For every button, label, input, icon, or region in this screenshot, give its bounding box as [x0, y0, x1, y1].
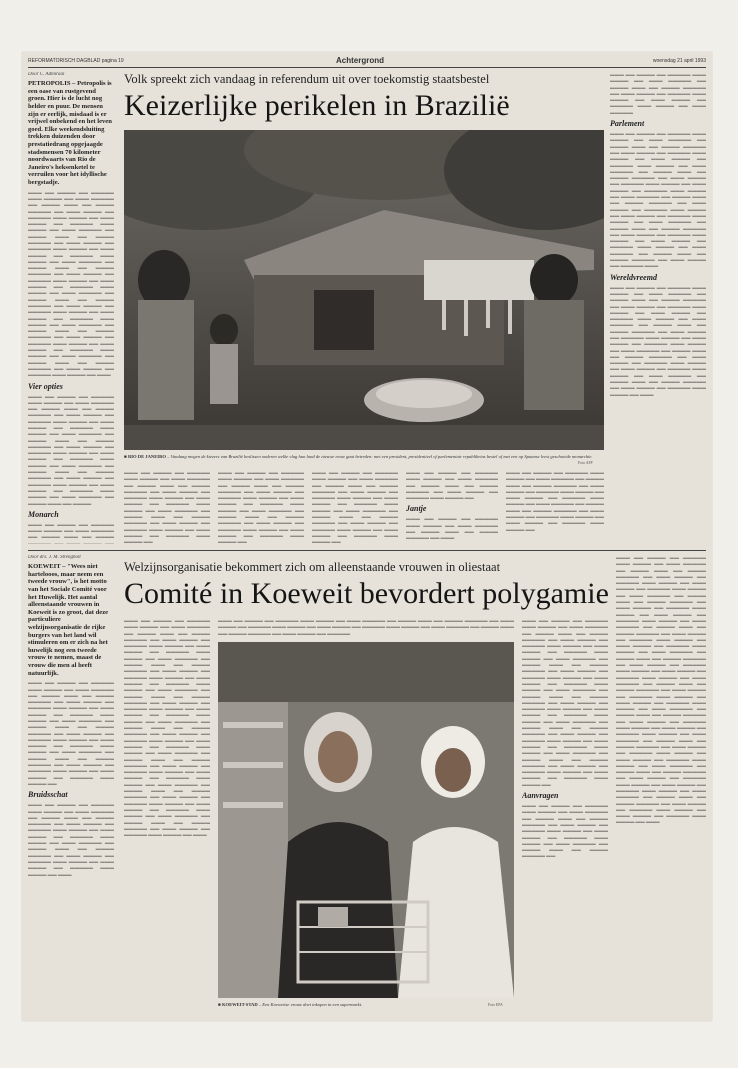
section-title: Achtergrond [336, 56, 384, 65]
article1-headline: Keizerlijke perikelen in Brazilië [124, 89, 510, 122]
subhead-parlement: Parlement [610, 119, 645, 129]
article2-body-col-1 [124, 618, 210, 1013]
article2-photo [218, 642, 514, 998]
article1-lead: PETROPOLIS – Petropolis is een oase van rustgevend groen. Hier is de lucht nog helder en puur. De mensen zijn er eerlijk, misdaad is er vrijwel onbekend en het leven goed. Elke weekendsluiting trekken duizenden door prestatiedrang opgejaagde stadsmensen 70 kilometer noordwaarts van Rio de Janeiro's heksenketel te verruilen voor het idyllische bergstadje. [28, 80, 112, 187]
body-text-fill: ▬▬▬ ▬▬ ▬▬▬▬ ▬▬ ▬▬▬▬▬ ▬▬▬ ▬▬▬▬ ▬▬ ▬▬▬ ▬▬▬▬▬ ▬▬ ▬▬▬▬ ▬▬▬ ▬▬ ▬▬▬▬ ▬▬▬▬▬ ▬▬ ▬▬▬ ▬▬▬▬ ▬▬ ▬▬▬▬▬ ▬▬▬ ▬▬▬▬ ▬▬ ▬▬▬ ▬▬▬▬ ▬▬ ▬▬▬▬▬ ▬▬▬ ▬▬▬▬ ▬▬ ▬▬▬ ▬▬▬▬▬ ▬▬ ▬▬▬▬ ▬▬▬ ▬▬ ▬▬▬▬ ▬▬▬▬▬ ▬▬ ▬▬▬ ▬▬▬▬ ▬▬ ▬▬▬▬▬ ▬▬▬ ▬▬▬▬ ▬▬ ▬▬▬ ▬▬▬▬ ▬▬ ▬▬▬▬▬ ▬▬▬ ▬▬▬▬ ▬▬ ▬▬▬ [28, 802, 114, 877]
page-header [28, 56, 706, 66]
article1-body-col-3 [312, 470, 398, 546]
article1-photo [124, 130, 604, 450]
body-text-fill: ▬▬▬ ▬▬ ▬▬▬▬ ▬▬ ▬▬▬▬▬ ▬▬▬ ▬▬▬▬ ▬▬ ▬▬▬ ▬▬▬▬▬ ▬▬ ▬▬▬▬ ▬▬▬ ▬▬ ▬▬▬▬ ▬▬▬▬▬ ▬▬ ▬▬▬ ▬▬▬▬ ▬▬ ▬▬▬▬▬ ▬▬▬ ▬▬▬▬ ▬▬ ▬▬▬ ▬▬▬▬ ▬▬ ▬▬▬▬▬ ▬▬▬ ▬▬▬▬ ▬▬ ▬▬▬ ▬▬▬▬▬ ▬▬ ▬▬▬▬ ▬▬▬ ▬▬ ▬▬▬▬ ▬▬▬▬▬ ▬▬ ▬▬▬ ▬▬▬▬ ▬▬ ▬▬▬▬▬ ▬▬▬ ▬▬▬▬ ▬▬ ▬▬▬ ▬▬▬▬ ▬▬ ▬▬▬▬▬ ▬▬▬ ▬▬▬▬ ▬▬ ▬▬▬ ▬▬▬▬▬ ▬▬ ▬▬▬▬ ▬▬▬ ▬▬ ▬▬▬▬ ▬▬▬▬▬ ▬▬ ▬▬▬ ▬▬▬▬ ▬▬ ▬▬▬▬▬ ▬▬▬ ▬▬▬▬ ▬▬ ▬▬▬ ▬▬▬▬ ▬▬ ▬▬▬▬▬ ▬▬▬ ▬▬▬▬ ▬▬ ▬▬▬ ▬▬▬▬▬ ▬▬ ▬▬▬▬ ▬▬▬ ▬▬ ▬▬▬▬ ▬▬▬▬▬ ▬▬ ▬▬▬ ▬▬▬▬ ▬▬ ▬▬▬▬▬ ▬▬▬ ▬▬▬▬ ▬▬ ▬▬▬ ▬▬▬▬ ▬▬ ▬▬▬▬▬ ▬▬▬ ▬▬▬▬ ▬▬ ▬▬▬ ▬▬▬▬▬ ▬▬ ▬▬▬▬ ▬▬▬ ▬▬ ▬▬▬▬ ▬▬▬▬▬ ▬▬ ▬▬▬ ▬▬▬▬ ▬▬ ▬▬▬▬▬ ▬▬▬ ▬▬▬▬ ▬▬ ▬▬▬ ▬▬▬▬ ▬▬ ▬▬▬▬▬ ▬▬▬ ▬▬▬▬ ▬▬ [522, 618, 608, 787]
favela-market-image [124, 130, 604, 450]
article2-body-col-6 [616, 555, 706, 1015]
header-rule [28, 67, 706, 68]
subhead-wereldvreemd: Wereldvreemd [610, 272, 657, 282]
article1-kicker: Volk spreekt zich vandaag in referendum uit over toekomstig staatsbestel [124, 72, 490, 86]
body-text-fill: ▬▬▬ ▬▬ ▬▬▬▬ ▬▬ ▬▬▬▬▬ ▬▬▬ ▬▬▬▬ ▬▬ ▬▬▬ ▬▬▬▬▬ ▬▬ ▬▬▬▬ ▬▬▬ ▬▬ ▬▬▬▬ ▬▬▬▬▬ ▬▬ ▬▬▬ ▬▬▬▬ ▬▬ ▬▬▬▬▬ ▬▬▬ ▬▬▬▬ ▬▬ ▬▬▬ ▬▬▬▬ ▬▬ ▬▬▬▬▬ ▬▬▬ ▬▬▬▬ ▬▬ ▬▬▬ ▬▬▬▬▬ ▬▬ ▬▬▬▬ ▬▬▬ ▬▬ ▬▬▬▬ ▬▬▬▬▬ ▬▬ ▬▬▬ ▬▬▬▬ ▬▬ ▬▬▬▬▬ ▬▬▬ ▬▬▬▬ ▬▬ ▬▬▬ ▬▬▬▬ ▬▬ ▬▬▬▬▬ ▬▬▬ ▬▬▬▬ ▬▬ [506, 470, 604, 532]
issue-date: woensdag 21 april 1993 [652, 58, 706, 64]
article1-byline: Door C. Admiraal [28, 72, 65, 77]
body-text-fill: ▬▬▬ ▬▬ ▬▬▬▬ ▬▬ ▬▬▬▬▬ ▬▬▬ ▬▬▬▬ ▬▬ ▬▬▬ ▬▬▬▬▬ ▬▬ ▬▬▬▬ ▬▬▬ ▬▬ ▬▬▬▬ ▬▬▬▬▬ ▬▬ ▬▬▬ ▬▬▬▬ ▬▬ ▬▬▬▬▬ ▬▬▬ ▬▬▬▬ ▬▬ ▬▬▬ ▬▬▬▬ ▬▬ ▬▬▬▬▬ ▬▬▬ ▬▬▬▬ ▬▬ ▬▬▬ ▬▬▬▬▬ [610, 72, 706, 115]
article2-body-col-5 [522, 618, 608, 1013]
subhead-aanvragen: Aanvragen [522, 791, 559, 801]
subhead-jantje: Jantje [406, 504, 427, 514]
body-text-fill: ▬▬▬ ▬▬ ▬▬▬▬ ▬▬ ▬▬▬▬▬ ▬▬▬ ▬▬▬▬ ▬▬ ▬▬▬ ▬▬▬▬▬ ▬▬ ▬▬▬▬ ▬▬▬ ▬▬ ▬▬▬▬ ▬▬▬▬▬ ▬▬ ▬▬▬ ▬▬▬▬ ▬▬ ▬▬▬▬▬ ▬▬▬ ▬▬▬▬ ▬▬ ▬▬▬ ▬▬▬▬ ▬▬ ▬▬▬▬▬ ▬▬▬ ▬▬▬▬ ▬▬ ▬▬▬ ▬▬▬▬▬ ▬▬ ▬▬▬▬ ▬▬▬ ▬▬ ▬▬▬▬ ▬▬▬▬▬ ▬▬ ▬▬▬ ▬▬▬▬ ▬▬ ▬▬▬▬▬ ▬▬▬ ▬▬▬▬ ▬▬ ▬▬▬ ▬▬▬▬ ▬▬ ▬▬▬▬▬ ▬▬▬ ▬▬▬▬ ▬▬ [218, 470, 304, 545]
subhead-bruidsschat: Bruidsschat [28, 790, 68, 800]
body-text-fill: ▬▬▬ ▬▬ ▬▬▬▬ ▬▬ ▬▬▬▬▬ ▬▬▬ ▬▬▬▬ ▬▬ ▬▬▬ ▬▬▬▬▬ ▬▬ ▬▬▬▬ ▬▬▬ ▬▬ ▬▬▬▬ ▬▬▬▬▬ ▬▬ ▬▬▬ ▬▬▬▬ ▬▬ [28, 521, 114, 544]
body-text-fill: ▬▬▬ ▬▬ ▬▬▬▬ ▬▬ ▬▬▬▬▬ ▬▬▬ ▬▬▬▬ ▬▬ ▬▬▬ ▬▬▬▬▬ ▬▬ ▬▬▬▬ ▬▬▬ ▬▬ ▬▬▬▬ ▬▬▬▬▬ ▬▬ ▬▬▬ ▬▬▬▬ ▬▬ ▬▬▬▬▬ ▬▬▬ ▬▬▬▬ ▬▬ ▬▬▬ ▬▬▬▬ ▬▬ ▬▬▬▬▬ ▬▬▬ ▬▬▬▬ ▬▬ ▬▬▬ ▬▬▬▬▬ ▬▬ ▬▬▬▬ ▬▬▬ ▬▬ ▬▬▬▬ ▬▬▬▬▬ ▬▬ ▬▬▬ ▬▬▬▬ ▬▬ ▬▬▬▬▬ ▬▬▬ ▬▬▬▬ ▬▬ ▬▬▬ ▬▬▬▬ ▬▬ ▬▬▬▬▬ ▬▬▬ ▬▬▬▬ ▬▬ [312, 470, 398, 545]
body-text-fill: ▬▬▬ ▬▬ ▬▬▬▬ ▬▬ ▬▬▬▬▬ ▬▬▬ ▬▬▬▬ ▬▬ ▬▬▬ ▬▬▬▬▬ ▬▬ ▬▬▬▬ ▬▬▬ ▬▬ ▬▬▬▬ ▬▬▬▬▬ ▬▬ ▬▬▬ ▬▬▬▬ ▬▬ ▬▬▬▬▬ ▬▬▬ ▬▬▬▬ ▬▬ ▬▬▬ ▬▬▬▬ ▬▬ ▬▬▬▬▬ ▬▬▬ ▬▬▬▬ ▬▬ ▬▬▬ ▬▬▬▬▬ ▬▬ ▬▬▬▬ ▬▬▬ ▬▬ ▬▬▬▬ ▬▬▬▬▬ ▬▬ ▬▬▬ ▬▬▬▬ ▬▬ ▬▬▬▬▬ ▬▬▬ ▬▬▬▬ ▬▬ ▬▬▬ ▬▬▬▬ ▬▬ ▬▬▬▬▬ ▬▬▬ ▬▬▬▬ ▬▬ ▬▬▬ ▬▬▬▬▬ ▬▬ ▬▬▬▬ ▬▬▬ ▬▬ ▬▬▬▬ ▬▬▬▬▬ ▬▬ ▬▬▬ ▬▬▬▬ ▬▬ ▬▬▬▬▬ ▬▬▬ ▬▬▬▬ ▬▬ ▬▬▬ ▬▬▬▬ ▬▬ ▬▬▬▬▬ ▬▬▬ ▬▬▬▬ ▬▬ [28, 680, 114, 786]
body-text-fill: ▬▬▬ ▬▬ ▬▬▬▬ ▬▬ ▬▬▬▬▬ ▬▬▬ ▬▬▬▬ ▬▬ ▬▬▬ ▬▬▬▬▬ ▬▬ ▬▬▬▬ ▬▬▬ ▬▬ ▬▬▬▬ ▬▬▬▬▬ ▬▬ ▬▬▬ ▬▬▬▬ ▬▬ ▬▬▬▬▬ ▬▬▬ ▬▬▬▬ ▬▬ ▬▬▬ ▬▬▬▬ ▬▬ ▬▬▬▬▬ ▬▬▬ ▬▬▬▬ ▬▬ ▬▬▬ ▬▬▬▬▬ ▬▬ ▬▬▬▬ ▬▬▬ ▬▬ ▬▬▬▬ ▬▬▬▬▬ ▬▬ ▬▬▬ ▬▬▬▬ ▬▬ ▬▬▬▬▬ ▬▬▬ ▬▬▬▬ ▬▬ ▬▬▬ ▬▬▬▬ ▬▬ ▬▬▬▬▬ ▬▬▬ ▬▬▬▬ ▬▬ ▬▬▬ ▬▬▬▬▬ ▬▬ ▬▬▬▬ ▬▬▬ ▬▬ ▬▬▬▬ ▬▬▬▬▬ ▬▬ ▬▬▬ ▬▬▬▬ ▬▬ ▬▬▬▬▬ ▬▬▬ ▬▬▬▬ ▬▬ ▬▬▬ ▬▬▬▬ ▬▬ ▬▬▬▬▬ ▬▬▬ ▬▬▬▬ ▬▬ ▬▬▬ ▬▬▬▬▬ ▬▬ ▬▬▬▬ ▬▬▬ ▬▬ ▬▬▬▬ ▬▬▬▬▬ ▬▬ ▬▬▬ ▬▬▬▬ ▬▬ ▬▬▬▬▬ ▬▬▬ ▬▬▬▬ ▬▬ ▬▬▬ [610, 284, 706, 397]
article1-body-col-2 [218, 470, 304, 546]
article1-photo-credit: Foto AFP [578, 461, 593, 465]
body-text-fill: ▬▬▬ ▬▬ ▬▬▬▬ ▬▬ ▬▬▬▬▬ ▬▬▬ ▬▬▬▬ ▬▬ ▬▬▬ ▬▬▬▬▬ ▬▬ ▬▬▬▬ ▬▬▬ ▬▬ ▬▬▬▬ ▬▬▬▬▬ ▬▬ ▬▬▬ ▬▬▬▬ ▬▬ ▬▬▬▬▬ ▬▬▬ ▬▬▬▬ ▬▬ ▬▬▬ ▬▬▬▬ ▬▬ ▬▬▬▬▬ ▬▬▬ ▬▬▬▬ ▬▬ ▬▬▬ ▬▬▬▬▬ ▬▬ ▬▬▬▬ ▬▬▬ ▬▬ ▬▬▬▬ ▬▬▬▬▬ ▬▬ ▬▬▬ ▬▬▬▬ ▬▬ ▬▬▬▬▬ ▬▬▬ ▬▬▬▬ ▬▬ ▬▬▬ ▬▬▬▬ ▬▬ ▬▬▬▬▬ ▬▬▬ ▬▬▬▬ ▬▬ ▬▬▬ ▬▬▬▬▬ ▬▬ ▬▬▬▬ ▬▬▬ ▬▬ ▬▬▬▬ ▬▬▬▬▬ ▬▬ ▬▬▬ ▬▬▬▬ ▬▬ ▬▬▬▬▬ ▬▬▬ ▬▬▬▬ ▬▬ ▬▬▬ ▬▬▬▬ ▬▬ ▬▬▬▬▬ ▬▬▬ ▬▬▬▬ ▬▬ ▬▬▬ ▬▬▬▬▬ ▬▬ ▬▬▬▬ ▬▬▬ ▬▬ ▬▬▬▬ ▬▬▬▬▬ ▬▬ ▬▬▬ ▬▬▬▬ ▬▬ ▬▬▬▬▬ ▬▬▬ ▬▬▬▬ ▬▬ ▬▬▬ ▬▬▬▬ ▬▬ ▬▬▬▬▬ ▬▬▬ ▬▬▬▬ ▬▬ ▬▬▬ ▬▬▬▬▬ ▬▬ ▬▬▬▬ ▬▬▬ ▬▬ ▬▬▬▬ ▬▬▬▬▬ ▬▬ ▬▬▬ ▬▬▬▬ ▬▬ ▬▬▬▬▬ ▬▬▬ ▬▬▬▬ ▬▬ ▬▬▬ ▬▬▬▬ ▬▬ ▬▬▬▬▬ ▬▬▬ ▬▬▬▬ ▬▬ ▬▬▬ ▬▬▬▬▬ ▬▬ ▬▬▬▬ ▬▬▬ ▬▬ ▬▬▬▬ ▬▬▬▬▬ ▬▬ ▬▬▬ ▬▬▬▬ ▬▬ ▬▬▬▬▬ ▬▬▬ ▬▬▬▬ ▬▬ ▬▬▬ ▬▬▬▬ ▬▬ ▬▬▬▬▬ ▬▬▬ ▬▬▬▬ ▬▬ ▬▬▬ ▬▬▬▬▬ ▬▬ ▬▬▬▬ ▬▬▬ ▬▬ ▬▬▬▬ ▬▬▬▬▬ ▬▬ ▬▬▬ ▬▬▬▬ ▬▬ ▬▬▬▬▬ ▬▬▬ ▬▬▬▬ ▬▬ ▬▬▬ ▬▬▬▬ ▬▬ ▬▬▬▬▬ ▬▬▬ ▬▬▬▬ ▬▬ ▬▬▬ ▬▬▬▬▬ ▬▬ ▬▬▬▬ ▬▬▬ ▬▬ ▬▬▬▬ ▬▬▬▬▬ ▬▬ ▬▬▬ ▬▬▬▬ ▬▬ ▬▬▬▬▬ ▬▬▬ ▬▬▬▬ ▬▬ ▬▬▬ ▬▬▬▬ ▬▬ ▬▬▬▬▬ ▬▬▬ ▬▬▬▬ ▬▬ ▬▬▬ ▬▬▬▬▬ ▬▬ ▬▬▬▬ ▬▬▬ ▬▬ ▬▬▬▬ ▬▬▬▬▬ ▬▬ ▬▬▬ ▬▬▬▬ ▬▬ ▬▬▬▬▬ ▬▬▬ ▬▬▬▬ ▬▬ ▬▬▬ ▬▬▬▬ ▬▬ ▬▬▬▬▬ ▬▬▬ ▬▬▬▬ ▬▬ ▬▬▬ [616, 555, 706, 825]
caption-bullet-icon: ■ [124, 454, 128, 459]
article2-caption [218, 1002, 514, 1008]
article2-photo-credit: Foto EPA [488, 1003, 503, 1007]
subhead-vier-opties: Vier opties [28, 381, 63, 391]
body-text-fill: ▬▬▬ ▬▬ ▬▬▬▬ ▬▬ ▬▬▬▬▬ ▬▬▬ ▬▬▬▬ ▬▬ ▬▬▬ ▬▬▬▬▬ ▬▬ ▬▬▬▬ ▬▬▬ ▬▬ ▬▬▬▬ ▬▬▬▬▬ ▬▬ ▬▬▬ [406, 516, 498, 541]
article1-body-col-5 [506, 470, 604, 546]
subhead-monarch: Monarch [28, 509, 59, 519]
paper-page-label: REFORMATORISCH DAGBLAD pagina 19 [28, 58, 124, 64]
caption-bullet-icon: ■ [218, 1002, 222, 1007]
article1-body-col-4 [406, 470, 498, 546]
body-text-fill: ▬▬▬ ▬▬ ▬▬▬▬ ▬▬ ▬▬▬▬▬ ▬▬▬ ▬▬▬▬ ▬▬ ▬▬▬ ▬▬▬▬▬ ▬▬ ▬▬▬▬ ▬▬▬ ▬▬ ▬▬▬▬ ▬▬▬▬▬ ▬▬ ▬▬▬ ▬▬▬▬ ▬▬ ▬▬▬▬▬ ▬▬▬ ▬▬▬▬ ▬▬ ▬▬▬ ▬▬▬▬ ▬▬ ▬▬▬▬▬ ▬▬▬ ▬▬▬▬ ▬▬ ▬▬▬ ▬▬▬▬▬ ▬▬ ▬▬▬▬ ▬▬▬ ▬▬ ▬▬▬▬ ▬▬▬▬▬ ▬▬ [522, 803, 608, 859]
article1-caption-label: RIO DE JANEIRO [127, 454, 166, 459]
article2-body-above-photo [218, 618, 514, 640]
body-text-fill: ▬▬▬ ▬▬ ▬▬▬▬ ▬▬ ▬▬▬▬▬ ▬▬▬ ▬▬▬▬ ▬▬ ▬▬▬ ▬▬▬▬▬ ▬▬ ▬▬▬▬ ▬▬▬ ▬▬ ▬▬▬▬ ▬▬▬▬▬ ▬▬ ▬▬▬ ▬▬▬▬ ▬▬ ▬▬▬▬▬ ▬▬▬ ▬▬▬▬ ▬▬ ▬▬▬ ▬▬▬▬ ▬▬ ▬▬▬▬▬ ▬▬▬ ▬▬▬▬ ▬▬ ▬▬▬ ▬▬▬▬▬ ▬▬ ▬▬▬▬ ▬▬▬ ▬▬ ▬▬▬▬ ▬▬▬▬▬ ▬▬ ▬▬▬ ▬▬▬▬ ▬▬ ▬▬▬▬▬ ▬▬▬ ▬▬▬▬ ▬▬ ▬▬▬ ▬▬▬▬ ▬▬ ▬▬▬▬▬ ▬▬▬ ▬▬▬▬ ▬▬ ▬▬▬ ▬▬▬▬▬ ▬▬ ▬▬▬▬ ▬▬▬ ▬▬ ▬▬▬▬ ▬▬▬▬▬ ▬▬ ▬▬▬ ▬▬▬▬ ▬▬ ▬▬▬▬▬ ▬▬▬ ▬▬▬▬ ▬▬ ▬▬▬ ▬▬▬▬ ▬▬ ▬▬▬▬▬ ▬▬▬ ▬▬▬▬ ▬▬ ▬▬▬ ▬▬▬▬▬ ▬▬ ▬▬▬▬ ▬▬▬ ▬▬ ▬▬▬▬ ▬▬▬▬▬ ▬▬ ▬▬▬ ▬▬▬▬ ▬▬ ▬▬▬▬▬ ▬▬▬ ▬▬▬▬ ▬▬ ▬▬▬ ▬▬▬▬ ▬▬ ▬▬▬▬▬ ▬▬▬ ▬▬▬▬ ▬▬ ▬▬▬ ▬▬▬▬▬ ▬▬ ▬▬▬▬ ▬▬▬ ▬▬ ▬▬▬▬ ▬▬▬▬▬ ▬▬ ▬▬▬ ▬▬▬▬ ▬▬ ▬▬▬▬▬ ▬▬▬ [610, 131, 706, 269]
article2-kicker: Welzijnsorganisatie bekommert zich om alleenstaande vrouwen in oliestaat [124, 560, 501, 574]
article2-caption-label: KOEWEIT-STAD [221, 1002, 258, 1007]
article2-caption-text: – Een Koeweitse vrouw doet inkopen in een supermarkt. [258, 1002, 363, 1007]
body-text-fill: ▬▬▬ ▬▬ ▬▬▬▬ ▬▬ ▬▬▬▬▬ ▬▬▬ ▬▬▬▬ ▬▬ ▬▬▬ ▬▬▬▬▬ ▬▬ ▬▬▬▬ ▬▬▬ ▬▬ ▬▬▬▬ ▬▬▬▬▬ ▬▬ ▬▬▬ ▬▬▬▬ ▬▬ ▬▬▬▬▬ ▬▬▬ ▬▬▬▬ ▬▬ ▬▬▬ ▬▬▬▬ ▬▬ ▬▬▬▬▬ ▬▬▬ ▬▬▬▬ ▬▬ ▬▬▬ ▬▬▬▬▬ ▬▬ ▬▬▬▬ ▬▬▬ ▬▬ ▬▬▬▬ ▬▬▬▬▬ ▬▬ ▬▬▬ ▬▬▬▬ ▬▬ ▬▬▬▬▬ ▬▬▬ ▬▬▬▬ ▬▬ ▬▬▬ ▬▬▬▬ ▬▬ ▬▬▬▬▬ ▬▬▬ ▬▬▬▬ ▬▬ ▬▬▬ ▬▬▬▬▬ ▬▬ ▬▬▬▬ ▬▬▬ ▬▬ ▬▬▬▬ ▬▬▬▬▬ ▬▬ ▬▬▬ ▬▬▬▬ ▬▬ ▬▬▬▬▬ ▬▬▬ ▬▬▬▬ ▬▬ ▬▬▬ ▬▬▬▬ ▬▬ ▬▬▬▬▬ ▬▬▬ ▬▬▬▬ ▬▬ ▬▬▬ ▬▬▬▬▬ ▬▬ ▬▬▬▬ ▬▬▬ ▬▬ ▬▬▬▬ ▬▬▬▬▬ ▬▬ ▬▬▬ ▬▬▬▬ ▬▬ ▬▬▬▬▬ ▬▬▬ ▬▬▬▬ ▬▬ ▬▬▬ ▬▬▬▬ ▬▬ ▬▬▬▬▬ ▬▬▬ ▬▬▬▬ ▬▬ ▬▬▬ ▬▬▬▬▬ ▬▬ ▬▬▬▬ ▬▬▬ ▬▬ ▬▬▬▬ ▬▬▬▬▬ ▬▬ ▬▬▬ ▬▬▬▬ ▬▬ ▬▬▬▬▬ ▬▬▬ ▬▬▬▬ ▬▬ ▬▬▬ ▬▬▬▬ ▬▬ ▬▬▬▬▬ ▬▬▬ ▬▬▬▬ ▬▬ ▬▬▬ ▬▬▬▬▬ ▬▬ ▬▬▬▬ ▬▬▬ ▬▬ ▬▬▬▬ ▬▬▬▬▬ ▬▬ ▬▬▬ ▬▬▬▬ ▬▬ ▬▬▬▬▬ ▬▬▬ ▬▬▬▬ ▬▬ ▬▬▬ ▬▬▬▬ ▬▬ ▬▬▬▬▬ ▬▬▬ ▬▬▬▬ ▬▬ ▬▬▬ ▬▬▬▬▬ ▬▬ ▬▬▬▬ ▬▬▬ ▬▬ ▬▬▬▬ ▬▬▬▬▬ ▬▬ ▬▬▬ ▬▬▬▬ ▬▬ ▬▬▬▬▬ ▬▬▬ ▬▬▬▬ ▬▬ ▬▬▬ [124, 618, 210, 838]
article1-caption-text: – Vandaag mogen de kiezers van Brazilië beslissen onderen welke vlag hun land de nieuwe eeuw gaat betreden: met een president, presidentieel of parlementair republikeins bestel of met een op Spaanse leest geschoeide monarchie. [167, 454, 593, 459]
article1-body-col-1 [124, 470, 210, 546]
article2-byline: Door drs. J. M. Strengholt [28, 555, 81, 560]
newspaper-page [22, 52, 712, 1021]
article2-headline: Comité in Koeweit bevordert polygamie [124, 577, 609, 610]
body-text-fill: ▬▬▬ ▬▬ ▬▬▬▬ ▬▬ ▬▬▬▬▬ ▬▬▬ ▬▬▬▬ ▬▬ ▬▬▬ ▬▬▬▬▬ ▬▬ ▬▬▬▬ ▬▬▬ ▬▬ ▬▬▬▬ ▬▬▬▬▬ ▬▬ ▬▬▬ ▬▬▬▬ ▬▬ ▬▬▬▬▬ ▬▬▬ ▬▬▬▬ ▬▬ [406, 470, 498, 501]
article1-right-column [610, 72, 706, 544]
article2-lead: KOEWEIT – "Wees niet hartelooos, maar neem een tweede vrouw", is het motto van het Sociale Comité voor het Huwelijk. Het aantal alleenstaande vrouwen in Koeweit is zo groot, dat deze particuliere welzijnsorganisatie de rijke burgers van het land wil stimuleren om er zich na het huwelijk nog een tweede vrouw te nemen, maast de vrouw die men al heeft natuurlijk. [28, 563, 109, 677]
article2-lead-column [28, 555, 114, 1015]
article1-lead-column [28, 72, 114, 544]
body-text-fill: ▬▬▬ ▬▬ ▬▬▬▬ ▬▬ ▬▬▬▬▬ ▬▬▬ ▬▬▬▬ ▬▬ ▬▬▬ ▬▬▬▬▬ ▬▬ ▬▬▬▬ ▬▬▬ ▬▬ ▬▬▬▬ ▬▬▬▬▬ ▬▬ ▬▬▬ ▬▬▬▬ ▬▬ ▬▬▬▬▬ ▬▬▬ ▬▬▬▬ ▬▬ ▬▬▬ ▬▬▬▬ ▬▬ ▬▬▬▬▬ ▬▬▬ ▬▬▬▬ ▬▬ ▬▬▬ ▬▬▬▬▬ ▬▬ ▬▬▬▬ ▬▬▬ ▬▬ ▬▬▬▬ ▬▬▬▬▬ ▬▬ ▬▬▬ ▬▬▬▬ ▬▬ ▬▬▬▬▬ ▬▬▬ ▬▬▬▬ ▬▬ ▬▬▬ ▬▬▬▬ ▬▬ ▬▬▬▬▬ ▬▬▬ ▬▬▬▬ ▬▬ ▬▬▬ ▬▬▬▬▬ ▬▬ ▬▬▬▬ ▬▬▬ ▬▬ ▬▬▬▬ ▬▬▬▬▬ ▬▬ ▬▬▬ ▬▬▬▬ ▬▬ ▬▬▬▬▬ ▬▬▬ ▬▬▬▬ ▬▬ ▬▬▬ ▬▬▬▬ ▬▬ ▬▬▬▬▬ ▬▬▬ ▬▬▬▬ ▬▬ ▬▬▬ ▬▬▬▬▬ ▬▬ ▬▬▬▬ ▬▬▬ ▬▬ ▬▬▬▬ ▬▬▬▬▬ ▬▬ ▬▬▬ ▬▬▬▬ ▬▬ ▬▬▬▬▬ ▬▬▬ ▬▬▬▬ ▬▬ ▬▬▬ ▬▬▬▬ ▬▬ ▬▬▬▬▬ ▬▬▬ ▬▬▬▬ ▬▬ ▬▬▬ ▬▬▬▬▬ ▬▬ ▬▬▬▬ ▬▬▬ ▬▬ ▬▬▬▬ ▬▬▬▬▬ ▬▬ ▬▬▬ ▬▬▬▬ ▬▬ ▬▬▬▬▬ ▬▬▬ ▬▬▬▬ ▬▬ ▬▬▬ ▬▬▬▬ ▬▬ ▬▬▬▬▬ ▬▬▬ ▬▬▬▬ ▬▬ ▬▬▬ ▬▬▬▬▬ ▬▬ ▬▬▬▬ ▬▬▬ ▬▬ ▬▬▬▬ ▬▬▬▬▬ ▬▬ ▬▬▬ ▬▬▬▬ ▬▬ ▬▬▬▬▬ ▬▬▬ ▬▬▬▬ ▬▬ ▬▬▬ [28, 189, 114, 378]
supermarket-image [218, 642, 514, 998]
article1-caption [124, 454, 604, 460]
body-text-fill: ▬▬▬ ▬▬ ▬▬▬▬ ▬▬ ▬▬▬▬▬ ▬▬▬ ▬▬▬▬ ▬▬ ▬▬▬ ▬▬▬▬▬ ▬▬ ▬▬▬▬ ▬▬▬ ▬▬ ▬▬▬▬ ▬▬▬▬▬ ▬▬ ▬▬▬ ▬▬▬▬ ▬▬ ▬▬▬▬▬ ▬▬▬ ▬▬▬▬ ▬▬ ▬▬▬ ▬▬▬▬ ▬▬ ▬▬▬▬▬ ▬▬▬ ▬▬▬▬ ▬▬ ▬▬▬ ▬▬▬▬▬ ▬▬ ▬▬▬▬ ▬▬▬ ▬▬ ▬▬▬▬ ▬▬▬▬▬ ▬▬ ▬▬▬ ▬▬▬▬ ▬▬ ▬▬▬▬▬ ▬▬▬ ▬▬▬▬ ▬▬ ▬▬▬ ▬▬▬▬ ▬▬ ▬▬▬▬▬ ▬▬▬ ▬▬▬▬ ▬▬ ▬▬▬ ▬▬▬▬▬ ▬▬ ▬▬▬▬ ▬▬▬ ▬▬ ▬▬▬▬ ▬▬▬▬▬ ▬▬ ▬▬▬ ▬▬▬▬ ▬▬ ▬▬▬▬▬ ▬▬▬ ▬▬▬▬ ▬▬ ▬▬▬ ▬▬▬▬ ▬▬ ▬▬▬▬▬ ▬▬▬ ▬▬▬▬ ▬▬ ▬▬▬ ▬▬▬▬▬ ▬▬ ▬▬▬▬ ▬▬▬ ▬▬ ▬▬▬▬ [28, 393, 114, 506]
article-divider [28, 550, 706, 551]
body-text-fill: ▬▬▬ ▬▬ ▬▬▬▬ ▬▬ ▬▬▬▬▬ ▬▬▬ ▬▬▬▬ ▬▬ ▬▬▬ ▬▬▬▬▬ ▬▬ ▬▬▬▬ ▬▬▬ ▬▬ ▬▬▬▬ ▬▬▬▬▬ ▬▬ ▬▬▬ ▬▬▬▬ ▬▬ ▬▬▬▬▬ ▬▬▬ ▬▬▬▬ ▬▬ ▬▬▬ ▬▬▬▬ ▬▬ ▬▬▬▬▬ ▬▬▬ ▬▬▬▬ ▬▬ ▬▬▬ ▬▬▬▬▬ ▬▬ ▬▬▬▬ ▬▬▬ ▬▬ ▬▬▬▬ ▬▬▬▬▬ ▬▬ ▬▬▬ ▬▬▬▬ ▬▬ ▬▬▬▬▬ ▬▬▬ ▬▬▬▬ ▬▬ ▬▬▬ ▬▬▬▬ ▬▬ ▬▬▬▬▬ ▬▬▬ ▬▬▬▬ ▬▬ [124, 470, 210, 545]
body-text-fill: ▬▬▬ ▬▬ ▬▬▬▬ ▬▬ ▬▬▬▬▬ ▬▬▬ ▬▬▬▬ ▬▬ ▬▬▬ ▬▬▬▬▬ ▬▬ ▬▬▬▬ ▬▬▬ ▬▬ ▬▬▬▬ ▬▬▬▬▬ ▬▬ ▬▬▬ ▬▬▬▬ ▬▬ ▬▬▬▬▬ ▬▬▬ ▬▬▬▬ ▬▬ ▬▬▬ ▬▬▬▬ ▬▬ ▬▬▬▬▬ ▬▬▬ ▬▬▬▬ ▬▬ ▬▬▬ ▬▬▬▬▬ ▬▬ ▬▬▬▬ ▬▬▬ ▬▬ ▬▬▬▬ ▬▬▬▬▬ ▬▬ ▬▬▬ ▬▬▬▬ ▬▬ ▬▬▬▬▬ [218, 618, 514, 636]
